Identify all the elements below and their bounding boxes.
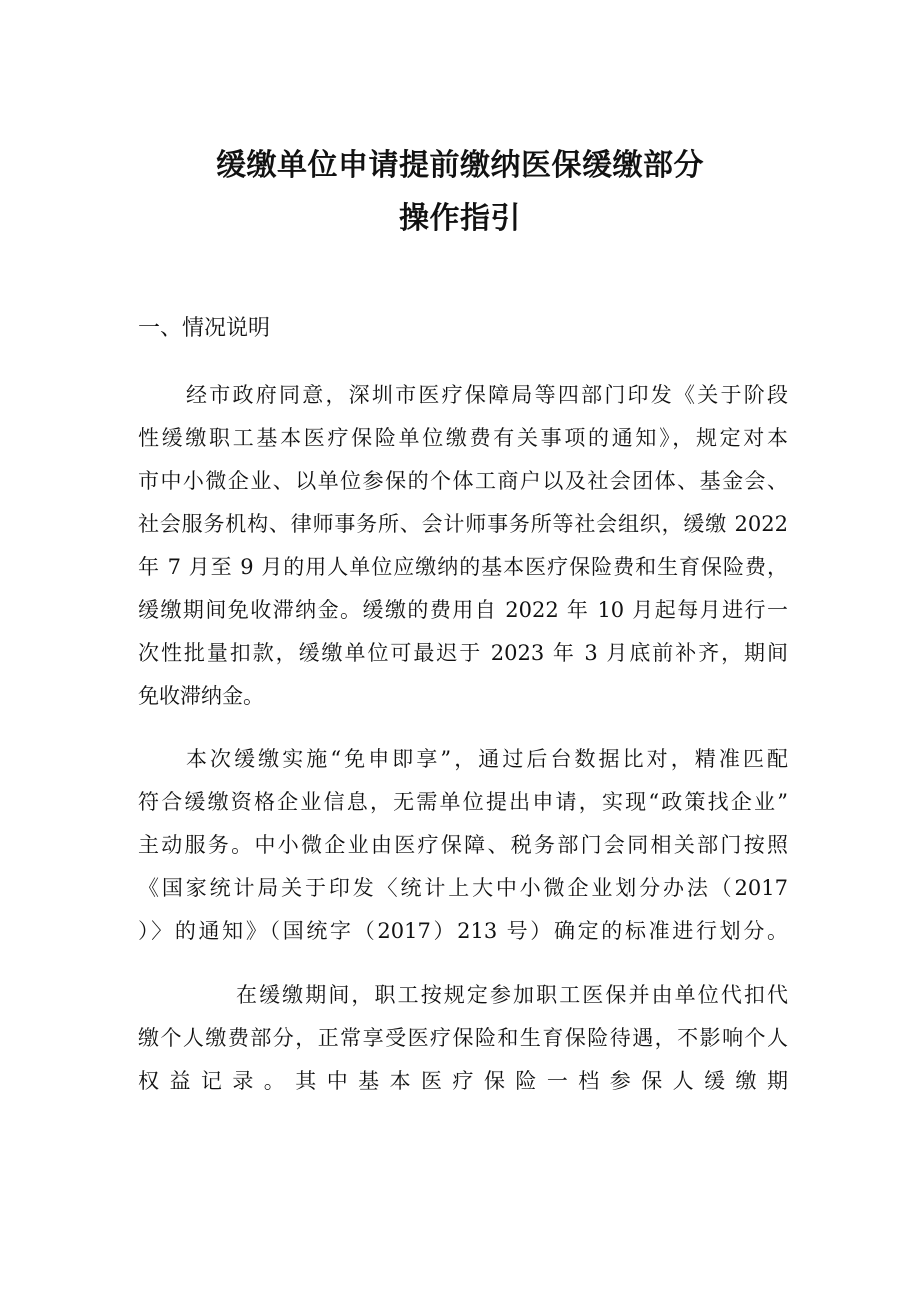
- section-heading: 一、情况说明: [138, 316, 271, 341]
- paragraph-3-line: 权益记录。其中基本医疗保险一档参保人缓缴期: [138, 1069, 788, 1093]
- paragraph-2-line: 本次缓缴实施“免申即享”，通过后台数据比对，精准匹配: [186, 747, 788, 771]
- paragraph-1-line: 性缓缴职工基本医疗保险单位缴费有关事项的通知》，规定对本: [138, 426, 788, 450]
- paragraph-1-line: 社会服务机构、律师事务所、会计师事务所等社会组织，缓缴 2022: [138, 512, 788, 536]
- paragraph-1-line: 年 7 月至 9 月的用人单位应缴纳的基本医疗保险费和生育保险费，: [138, 555, 788, 579]
- paragraph-1-line: 免收滞纳金。: [138, 684, 264, 708]
- document-title-line-1: 缓缴单位申请提前缴纳医保缓缴部分: [216, 148, 704, 183]
- document-title-line-2: 操作指引: [399, 201, 521, 236]
- paragraph-3-line: 在缓缴期间，职工按规定参加职工医保并由单位代扣代: [236, 983, 788, 1007]
- paragraph-2-line: 《国家统计局关于印发〈统计上大中小微企业划分办法（2017: [138, 876, 788, 900]
- paragraph-2-line: ）〉的通知》（国统字（2017）213 号）确定的标准进行划分。: [138, 919, 788, 943]
- paragraph-3-line: 缴个人缴费部分，正常享受医疗保险和生育保险待遇，不影响个人: [138, 1026, 788, 1050]
- paragraph-1-line: 经市政府同意，深圳市医疗保障局等四部门印发《关于阶段: [186, 383, 788, 407]
- paragraph-2-line: 符合缓缴资格企业信息，无需单位提出申请，实现“政策找企业”: [138, 790, 788, 814]
- paragraph-2-line: 主动服务。中小微企业由医疗保障、税务部门会同相关部门按照: [138, 833, 788, 857]
- paragraph-1-line: 市中小微企业、以单位参保的个体工商户以及社会团体、基金会、: [138, 469, 788, 493]
- paragraph-1-line: 次性批量扣款，缓缴单位可最迟于 2023 年 3 月底前补齐，期间: [138, 641, 788, 665]
- paragraph-1-line: 缓缴期间免收滞纳金。缓缴的费用自 2022 年 10 月起每月进行一: [138, 598, 788, 622]
